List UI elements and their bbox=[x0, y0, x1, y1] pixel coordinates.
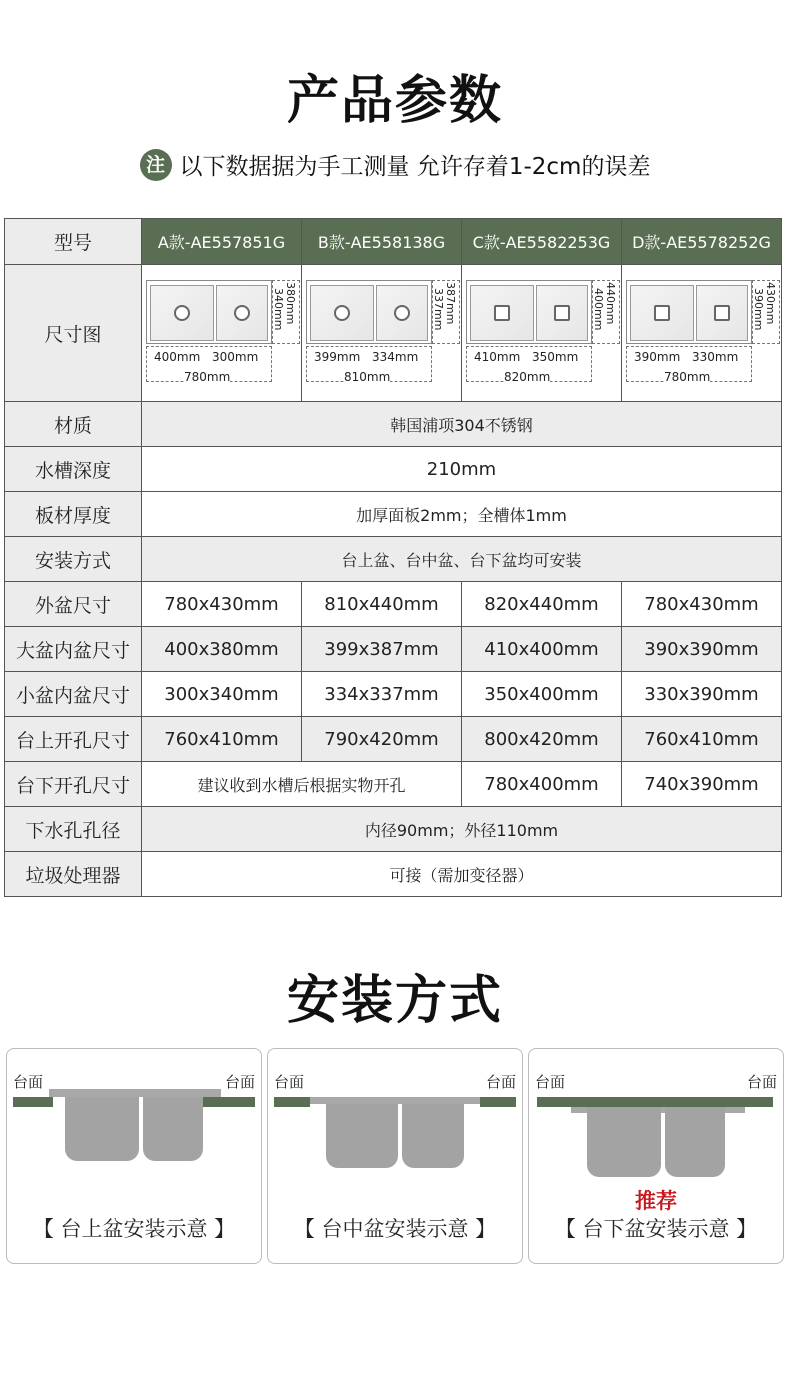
table-row-install bbox=[5, 537, 782, 582]
install-caption: 【 台上盆安装示意 】 bbox=[32, 1217, 236, 1241]
cell-value: 410x400mm bbox=[462, 627, 622, 672]
row-label: 安装方式 bbox=[5, 537, 142, 582]
small-bowl-width-label: 300mm bbox=[212, 350, 259, 364]
drain-icon bbox=[714, 305, 730, 321]
sink-bowl-small bbox=[376, 285, 428, 341]
drain-icon bbox=[334, 305, 350, 321]
big-bowl-width-label: 390mm bbox=[634, 350, 681, 364]
sink-bowl-large bbox=[630, 285, 694, 341]
sink-basin-large bbox=[65, 1097, 139, 1161]
height-inner-label: 337mm bbox=[432, 288, 445, 331]
model-header: A款-AE557851G bbox=[142, 219, 302, 265]
cell-value: 800x420mm bbox=[462, 717, 622, 762]
install-card-top-mount bbox=[6, 1048, 262, 1264]
dimension-diagram-a bbox=[142, 265, 302, 402]
cell-value: 780x430mm bbox=[622, 582, 782, 627]
install-section-title: 安装方式 bbox=[286, 971, 503, 1031]
sink-bowl-small bbox=[696, 285, 748, 341]
page-title: 产品参数 bbox=[286, 71, 503, 131]
row-label: 外盆尺寸 bbox=[5, 582, 142, 627]
table-row-material bbox=[5, 402, 782, 447]
sink-basin-small bbox=[143, 1097, 203, 1161]
row-label: 台上开孔尺寸 bbox=[5, 717, 142, 762]
row-value: 台上盆、台中盆、台下盆均可安装 bbox=[142, 537, 782, 582]
install-card-under-mount bbox=[528, 1048, 784, 1264]
measurement-note bbox=[0, 148, 790, 181]
dimension-diagram-c bbox=[462, 265, 622, 402]
countertop-label-right: 台面 bbox=[485, 1073, 516, 1091]
cell-value: 390x390mm bbox=[622, 627, 782, 672]
big-bowl-width-label: 400mm bbox=[154, 350, 201, 364]
row-value: 内径90mm；外径110mm bbox=[142, 807, 782, 852]
countertop-label-right: 台面 bbox=[224, 1073, 255, 1091]
row-value: 可接（需加变径器） bbox=[142, 852, 782, 897]
cell-value: 790x420mm bbox=[302, 717, 462, 762]
row-value: 210mm bbox=[142, 447, 782, 492]
sink-basin-small bbox=[402, 1104, 464, 1168]
cell-value: 820x440mm bbox=[462, 582, 622, 627]
dimension-diagram-d bbox=[622, 265, 782, 402]
row-label: 水槽深度 bbox=[5, 447, 142, 492]
table-row-disposer bbox=[5, 852, 782, 897]
row-label: 下水孔孔径 bbox=[5, 807, 142, 852]
cell-value: 330x390mm bbox=[622, 672, 782, 717]
row-label: 小盆内盆尺寸 bbox=[5, 672, 142, 717]
cell-value: 810x440mm bbox=[302, 582, 462, 627]
install-card-flush-mount bbox=[267, 1048, 523, 1264]
cell-value: 400x380mm bbox=[142, 627, 302, 672]
table-row-big-inner bbox=[5, 627, 782, 672]
sink-flange bbox=[310, 1097, 480, 1104]
model-header: C款-AE5582253G bbox=[462, 219, 622, 265]
cell-value: 760x410mm bbox=[142, 717, 302, 762]
countertop-right bbox=[480, 1097, 516, 1107]
height-inner-label: 390mm bbox=[752, 288, 765, 331]
countertop-label-left: 台面 bbox=[535, 1073, 566, 1091]
sink-bowl-large bbox=[470, 285, 534, 341]
total-width-label: 780mm bbox=[184, 370, 231, 384]
install-caption: 【 台下盆安装示意 】 bbox=[554, 1217, 758, 1241]
row-label: 板材厚度 bbox=[5, 492, 142, 537]
table-row-outer bbox=[5, 582, 782, 627]
small-bowl-width-label: 350mm bbox=[532, 350, 579, 364]
big-bowl-width-label: 399mm bbox=[314, 350, 361, 364]
drain-icon bbox=[174, 305, 190, 321]
countertop-left bbox=[13, 1097, 53, 1107]
sink-basin-small bbox=[665, 1107, 725, 1177]
table-row-under-hole bbox=[5, 762, 782, 807]
sink-basin-large bbox=[326, 1104, 398, 1168]
small-bowl-width-label: 330mm bbox=[692, 350, 739, 364]
small-bowl-width-label: 334mm bbox=[372, 350, 419, 364]
table-row-thickness bbox=[5, 492, 782, 537]
sink-basin-large bbox=[587, 1107, 661, 1177]
table-row-small-inner bbox=[5, 672, 782, 717]
total-width-label: 780mm bbox=[664, 370, 711, 384]
row-value: 韩国浦项304不锈钢 bbox=[142, 402, 782, 447]
cell-value: 780x400mm bbox=[462, 762, 622, 807]
row-label: 型号 bbox=[5, 219, 142, 265]
countertop-label-left: 台面 bbox=[274, 1073, 305, 1091]
note-text: 以下数据据为手工测量 允许存着1-2cm的误差 bbox=[179, 154, 651, 180]
drain-icon bbox=[654, 305, 670, 321]
table-row-dimension bbox=[5, 265, 782, 402]
big-bowl-width-label: 410mm bbox=[474, 350, 521, 364]
install-caption: 【 台中盆安装示意 】 bbox=[293, 1217, 497, 1241]
cell-value: 350x400mm bbox=[462, 672, 622, 717]
note-badge: 注 bbox=[140, 149, 172, 181]
cell-value: 760x410mm bbox=[622, 717, 782, 762]
table-row-model bbox=[5, 219, 782, 265]
total-width-label: 820mm bbox=[504, 370, 551, 384]
table-row-drain bbox=[5, 807, 782, 852]
sink-flange bbox=[49, 1089, 221, 1097]
countertop-label-left: 台面 bbox=[13, 1073, 44, 1091]
dimension-diagram-b bbox=[302, 265, 462, 402]
cell-value: 780x430mm bbox=[142, 582, 302, 627]
total-width-label: 810mm bbox=[344, 370, 391, 384]
table-row-depth bbox=[5, 447, 782, 492]
countertop bbox=[537, 1097, 773, 1107]
recommend-badge: 推荐 bbox=[635, 1189, 677, 1213]
countertop-right bbox=[203, 1097, 255, 1107]
row-label: 尺寸图 bbox=[5, 265, 142, 402]
row-label: 大盆内盆尺寸 bbox=[5, 627, 142, 672]
cell-value: 334x337mm bbox=[302, 672, 462, 717]
countertop-left bbox=[274, 1097, 310, 1107]
height-outer-label: 440mm bbox=[604, 282, 617, 325]
height-outer-label: 387mm bbox=[444, 282, 457, 325]
height-inner-label: 400mm bbox=[592, 288, 605, 331]
countertop-label-right: 台面 bbox=[746, 1073, 777, 1091]
height-outer-label: 430mm bbox=[764, 282, 777, 325]
cell-value: 740x390mm bbox=[622, 762, 782, 807]
model-header: B款-AE558138G bbox=[302, 219, 462, 265]
height-inner-label: 340mm bbox=[272, 288, 285, 331]
drain-icon bbox=[234, 305, 250, 321]
model-header: D款-AE5578252G bbox=[622, 219, 782, 265]
height-outer-label: 380mm bbox=[284, 282, 297, 325]
sink-bowl-large bbox=[150, 285, 214, 341]
drain-icon bbox=[554, 305, 570, 321]
cell-value: 399x387mm bbox=[302, 627, 462, 672]
row-label: 材质 bbox=[5, 402, 142, 447]
drain-icon bbox=[394, 305, 410, 321]
spec-table bbox=[4, 218, 782, 897]
sink-bowl-large bbox=[310, 285, 374, 341]
row-value: 加厚面板2mm；全槽体1mm bbox=[142, 492, 782, 537]
sink-bowl-small bbox=[216, 285, 268, 341]
cell-value: 300x340mm bbox=[142, 672, 302, 717]
row-label: 台下开孔尺寸 bbox=[5, 762, 142, 807]
sink-bowl-small bbox=[536, 285, 588, 341]
row-label: 垃圾处理器 bbox=[5, 852, 142, 897]
drain-icon bbox=[494, 305, 510, 321]
table-row-top-hole bbox=[5, 717, 782, 762]
cell-note: 建议收到水槽后根据实物开孔 bbox=[142, 762, 462, 807]
